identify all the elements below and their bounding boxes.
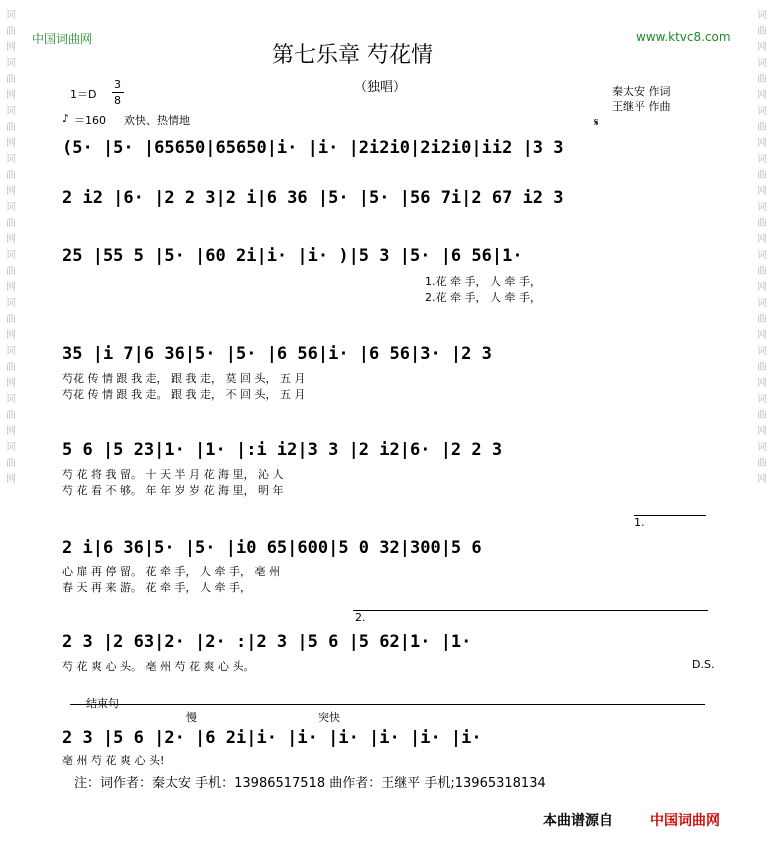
lyric-row-6-verse-1: 心 扉 再 停 留。 花 牵 手， 人 牵 手， 亳 州 [62,565,280,578]
volta-1-label: 1. [634,516,645,529]
slow-mark: 慢 [186,711,197,724]
site-name-top-left[interactable]: 中国词曲网 [32,32,93,46]
lyric-row-3-verse-1: 1.花 牵 手， 人 牵 手， [425,275,541,288]
segno-icon: 𝄋 [594,116,599,129]
composer-credit: 王继平 作曲 [612,100,671,113]
notes-row-7: 2 3 |2 63|2· |2· :|2 3 |5 6 |5 62|1· |1· [62,632,472,652]
notes-row-6: 2 i|6 36|5· |5· |i0 65|600|5 0 32|300|5 6 [62,538,482,558]
lyric-row-5-verse-2: 芍 花 看 不 够。 年 年 岁 岁 花 海 里， 明 年 [62,484,284,497]
left-watermark: 词曲网词曲网词曲网词曲网词曲网词曲网词曲网词曲网词曲网词曲网 [6,10,16,485]
right-watermark: 词曲网词曲网词曲网词曲网词曲网词曲网词曲网词曲网词曲网词曲网 [757,10,767,485]
tempo-note-icon: ♪ [62,112,70,125]
volta-2-bracket [353,610,708,611]
lyric-row-8: 亳 州 芍 花 爽 心 头! [62,754,165,767]
volta-1-bracket [634,515,706,516]
lyricist-credit: 秦太安 作词 [612,85,671,98]
ds-mark: D.S. [692,658,715,671]
expression-mark: 欢快、热情地 [124,114,190,127]
ending-bracket [70,704,705,705]
notes-row-1: (5· |5· |65650|65650|i· |i· |2i2i0|2i2i0|ii2 |3 3 [62,138,564,158]
notes-row-3: 25 |55 5 |5· |60 2i|i· |i· )|5 3 |5· |6 56|1· [62,246,523,266]
source-site-link[interactable]: 中国词曲网 [650,813,720,829]
subtitle: （独唱） [354,80,407,95]
key-signature: 1＝D [70,88,97,101]
meter-divider [112,92,124,93]
tempo-mark: ＝160 [74,114,106,127]
source-label: 本曲谱源自 [543,813,613,829]
lyric-row-4-verse-1: 芍花 传 情 跟 我 走， 跟 我 走， 莫 回 头， 五 月 [62,372,306,385]
notes-row-4: 35 |i 7|6 36|5· |5· |6 56|i· |6 56|3· |2 3 [62,344,492,364]
ending-label: 结束句 [86,697,119,710]
meter-denominator: 8 [114,94,121,107]
notes-row-5: 5 6 |5 23|1· |1· |:i i2|3 3 |2 i2|6· |2 2 3 [62,440,503,460]
notes-row-8: 2 3 |5 6 |2· |6 2i|i· |i· |i· |i· |i· |i· [62,728,482,748]
sudden-fast-mark: 突快 [318,711,340,724]
notes-row-2: 2 i2 |6· |2 2 3|2 i|6 36 |5· |5· |56 7i|2 67 i2 3 [62,188,564,208]
volta-2-label: 2. [355,611,366,624]
lyric-row-4-verse-2: 芍花 传 情 跟 我 走。 跟 我 走， 不 回 头， 五 月 [62,388,306,401]
lyric-row-7: 芍 花 爽 心 头。 亳 州 芍 花 爽 心 头。 [62,660,255,673]
lyric-row-3-verse-2: 2.花 牵 手， 人 牵 手， [425,291,541,304]
site-url-top-right[interactable]: www.ktvc8.com [636,30,731,44]
lyric-row-5-verse-1: 芍 花 将 我 留。 十 天 半 月 花 海 里， 沁 人 [62,468,284,481]
page-title: 第七乐章 芍花情 [272,43,433,68]
lyric-row-6-verse-2: 春 天 再 来 游。 花 牵 手， 人 牵 手， [62,581,251,594]
footer-contact-note: 注：词作者：秦太安 手机：13986517518 曲作者：王继平 手机;13965318134 [74,776,546,791]
meter-numerator: 3 [114,78,121,91]
